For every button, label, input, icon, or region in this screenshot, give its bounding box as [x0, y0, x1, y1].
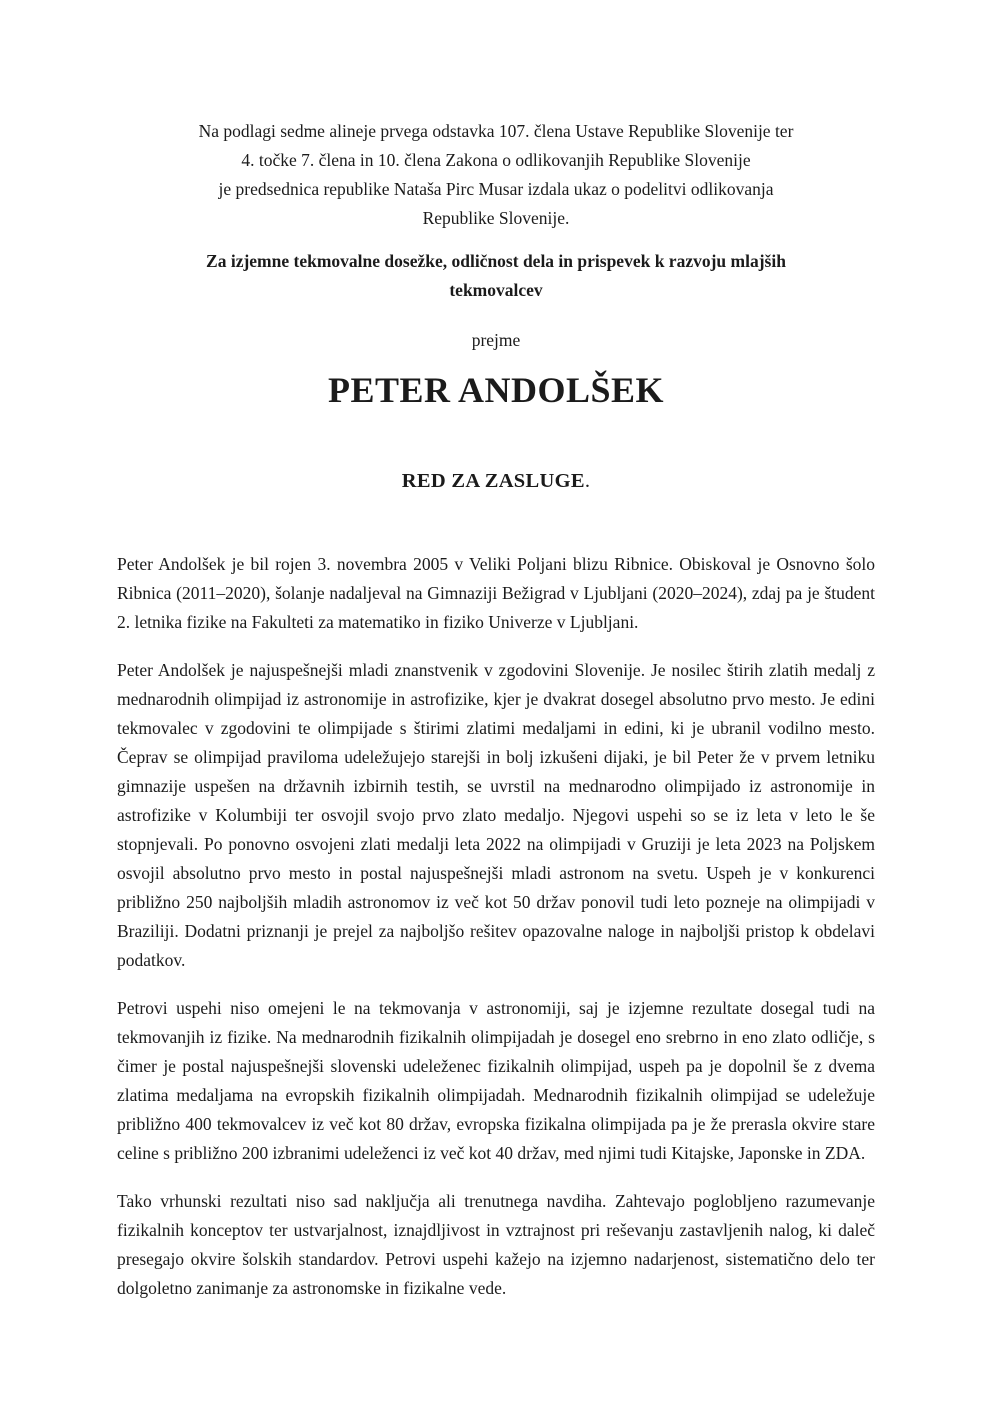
preamble-line: je predsednica republike Nataša Pirc Musar izdala ukaz o podelitvi odlikovanja	[218, 179, 774, 199]
preamble-line: 4. točke 7. člena in 10. člena Zakona o odlikovanjih Republike Slovenije	[241, 150, 751, 170]
body-paragraph: Peter Andolšek je bil rojen 3. novembra 2005 v Veliki Poljani blizu Ribnice. Obiskoval je Osnovno šolo Ribnica (2011–2020), šolanje nadaljeval na Gimnaziji Bežigrad v Ljubljani (2020–2024), zdaj pa je študent 2. letnika fizike na Fakulteti za matematiko in fiziko Univerze v Ljubljani.	[117, 554, 875, 632]
award-title-text: RED ZA ZASLUGE	[401, 470, 585, 492]
award-citation-line: tekmovalcev	[449, 280, 543, 300]
preamble-line: Na podlagi sedme alineje prvega odstavka 107. člena Ustave Republike Slovenije ter	[198, 121, 794, 141]
receives-label: prejme	[471, 330, 521, 350]
recipient-name: PETER ANDOLŠEK	[327, 370, 665, 410]
document-body	[117, 550, 875, 1303]
preamble-line: Republike Slovenije.	[422, 208, 570, 228]
preamble	[117, 117, 875, 233]
award-citation-line: Za izjemne tekmovalne dosežke, odličnost dela in prispevek k razvoju mlajših	[206, 251, 786, 271]
award-title-period: .	[584, 470, 591, 492]
body-paragraph: Tako vrhunski rezultati niso sad naključja ali trenutnega navdiha. Zahtevajo poglobljeno razumevanje fizikalnih konceptov ter ustvarjalnost, iznajdljivost in vztrajnost pri reševanju zastavljenih nalog, ki daleč presegajo okvire šolskih standardov. Petrovi uspehi kažejo na izjemno nadarjenost, sistematično delo ter dolgoletno zanimanje za astronomske in fizikalne vede.	[117, 1191, 875, 1298]
award-title	[117, 468, 875, 494]
award-citation	[117, 247, 875, 305]
body-paragraph: Peter Andolšek je najuspešnejši mladi znanstvenik v zgodovini Slovenije. Je nosilec štirih zlatih medalj z mednarodnih olimpijad iz astronomije in astrofizike, kjer je dvakrat dosegel absolutno prvo mesto. Je edini tekmovalec v zgodovini te olimpijade s štirimi zlatimi medaljami in edini, ki je ubranil vodilno mesto. Čeprav se olimpijad praviloma udeležujejo starejši in bolj izkušeni dijaki, je bil Peter že v prvem letniku gimnazije uspešen na državnih izbirnih testih, se uvrstil na mednarodno olimpijado iz astronomije in astrofizike v Kolumbiji ter osvojil svojo prvo zlato medaljo. Njegovi uspehi so se iz leta v leto le še stopnjevali. Po ponovno osvojeni zlati medalji leta 2022 na olimpijadi v Gruziji je leta 2023 na Poljskem osvojil absolutno prvo mesto in postal najuspešnejši mladi astronom na svetu. Uspeh je v konkurenci približno 250 najboljših mladih astronomov iz več kot 50 držav ponovil tudi leto pozneje na olimpijadi v Braziliji. Dodatni priznanji je prejel za najboljšo rešitev opazovalne naloge in najboljši pristop k obdelavi podatkov.	[117, 660, 875, 970]
body-paragraph: Petrovi uspehi niso omejeni le na tekmovanja v astronomiji, saj je izjemne rezultate dosegal tudi na tekmovanjih iz fizike. Na mednarodnih fizikalnih olimpijadah je dosegel eno srebrno in eno zlato odličje, s čimer je postal najuspešnejši slovenski udeleženec fizikalnih olimpijad, uspeh pa je dopolnil še z dvema zlatima medaljama na evropskih fizikalnih olimpijadah. Mednarodnih fizikalnih olimpijad se udeležuje približno 400 tekmovalcev iz več kot 80 držav, evropska fizikalna olimpijada pa je že prerasla okvire stare celine s približno 200 izbranimi udeleženci iz več kot 40 držav, med njimi tudi Kitajske, Japonske in ZDA.	[117, 998, 875, 1163]
